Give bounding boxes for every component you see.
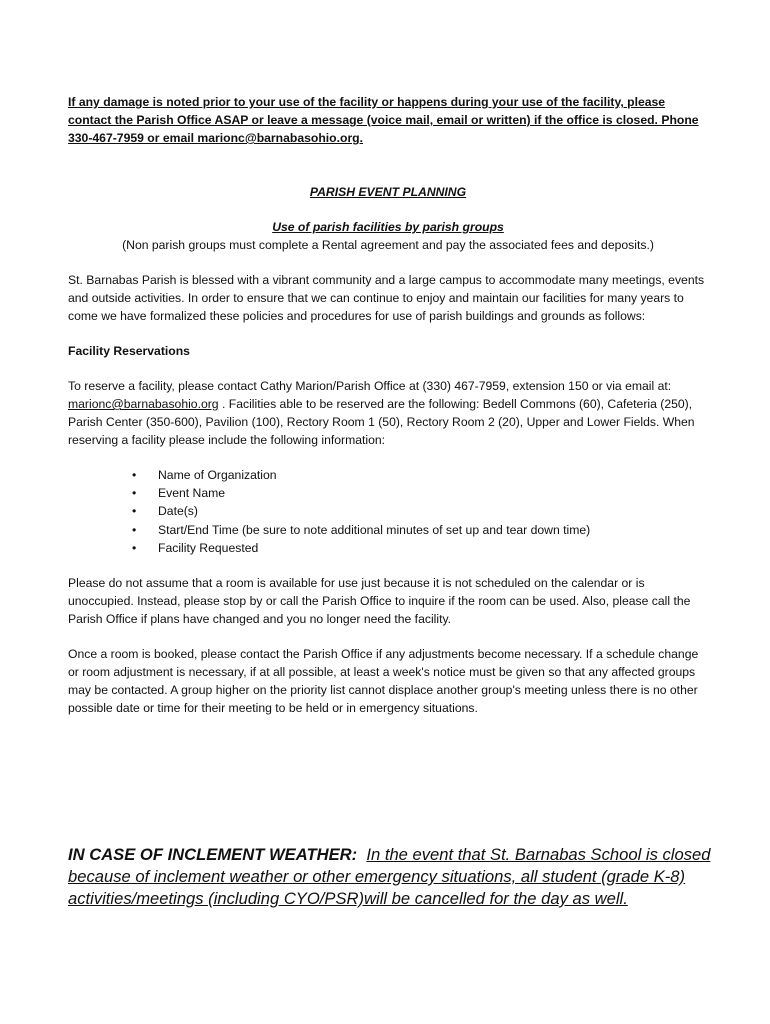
list-item: • Name of Organization <box>158 466 708 484</box>
inclement-weather-notice <box>68 844 718 910</box>
list-item: • Facility Requested <box>158 539 708 557</box>
document-subtitle: Use of parish facilities by parish groups <box>272 220 504 234</box>
reservation-paragraph <box>68 377 708 449</box>
reservation-text-start: To reserve a facility, please contact Cathy Marion/Parish Office at (330) 467-7959, extension 150 or via email at: <box>68 379 672 393</box>
non-parish-note: (Non parish groups must complete a Rental agreement and pay the associated fees and deposits.) <box>122 238 654 252</box>
section-heading-facility-reservations: Facility Reservations <box>68 344 190 358</box>
weather-text: In the event that St. Barnabas School is closed because of inclement weather or other emergency situations, all student (grade K-8) activities/meetings (including CYO/PSR)will be cancelled for the day as well. <box>68 845 711 908</box>
intro-paragraph: St. Barnabas Parish is blessed with a vibrant community and a large campus to accommodate many meetings, events and outside activities. In order to ensure that we can continue to enjoy and maintain our facilities for many years to come we have formalized these policies and procedures for use of parish buildings and grounds as follows: <box>68 273 705 323</box>
damage-notice: If any damage is noted prior to your use of the facility or happens during your use of the facility, please contact the Parish Office ASAP or leave a message (voice mail, email or written) if the office is closed. Phone 330-467-7959 or email marionc@barnabasohio.org. <box>68 95 699 145</box>
availability-paragraph: Please do not assume that a room is available for use just because it is not scheduled on the calendar or is unoccupied. Instead, please stop by or call the Parish Office to inquire if the room can be used. Also, please call the Parish Office if plans have changed and you no longer need the facility. <box>68 576 691 627</box>
list-item: • Date(s) <box>158 502 708 520</box>
reservation-info-list <box>68 466 708 557</box>
reservation-text-end: . Facilities able to be reserved are the following: Bedell Commons (60), Cafeteria (250), Parish Center (350-600), Pavilion (100), Rectory Room 1 (50), Rectory Room 2 (20), Upper and Lower Fields. When reserving a facility please include the following information: <box>68 397 695 447</box>
weather-heading: IN CASE OF INCLEMENT WEATHER: <box>68 845 358 864</box>
document-title: PARISH EVENT PLANNING <box>309 185 467 199</box>
list-item: • Start/End Time (be sure to note additional minutes of set up and tear down time) <box>158 521 708 539</box>
list-item: • Event Name <box>158 484 708 502</box>
document-body <box>68 93 708 717</box>
contact-email-link[interactable]: marionc@barnabasohio.org <box>68 397 219 411</box>
booking-adjustments-paragraph: Once a room is booked, please contact the Parish Office if any adjustments become necessary. If a schedule change or room adjustment is necessary, if at all possible, at least a week's notice must be given so that any affected groups may be contacted. A group higher on the priority list cannot displace another group's meeting unless there is no other possible date or time for their meeting to be held or in emergency situations. <box>68 647 699 716</box>
